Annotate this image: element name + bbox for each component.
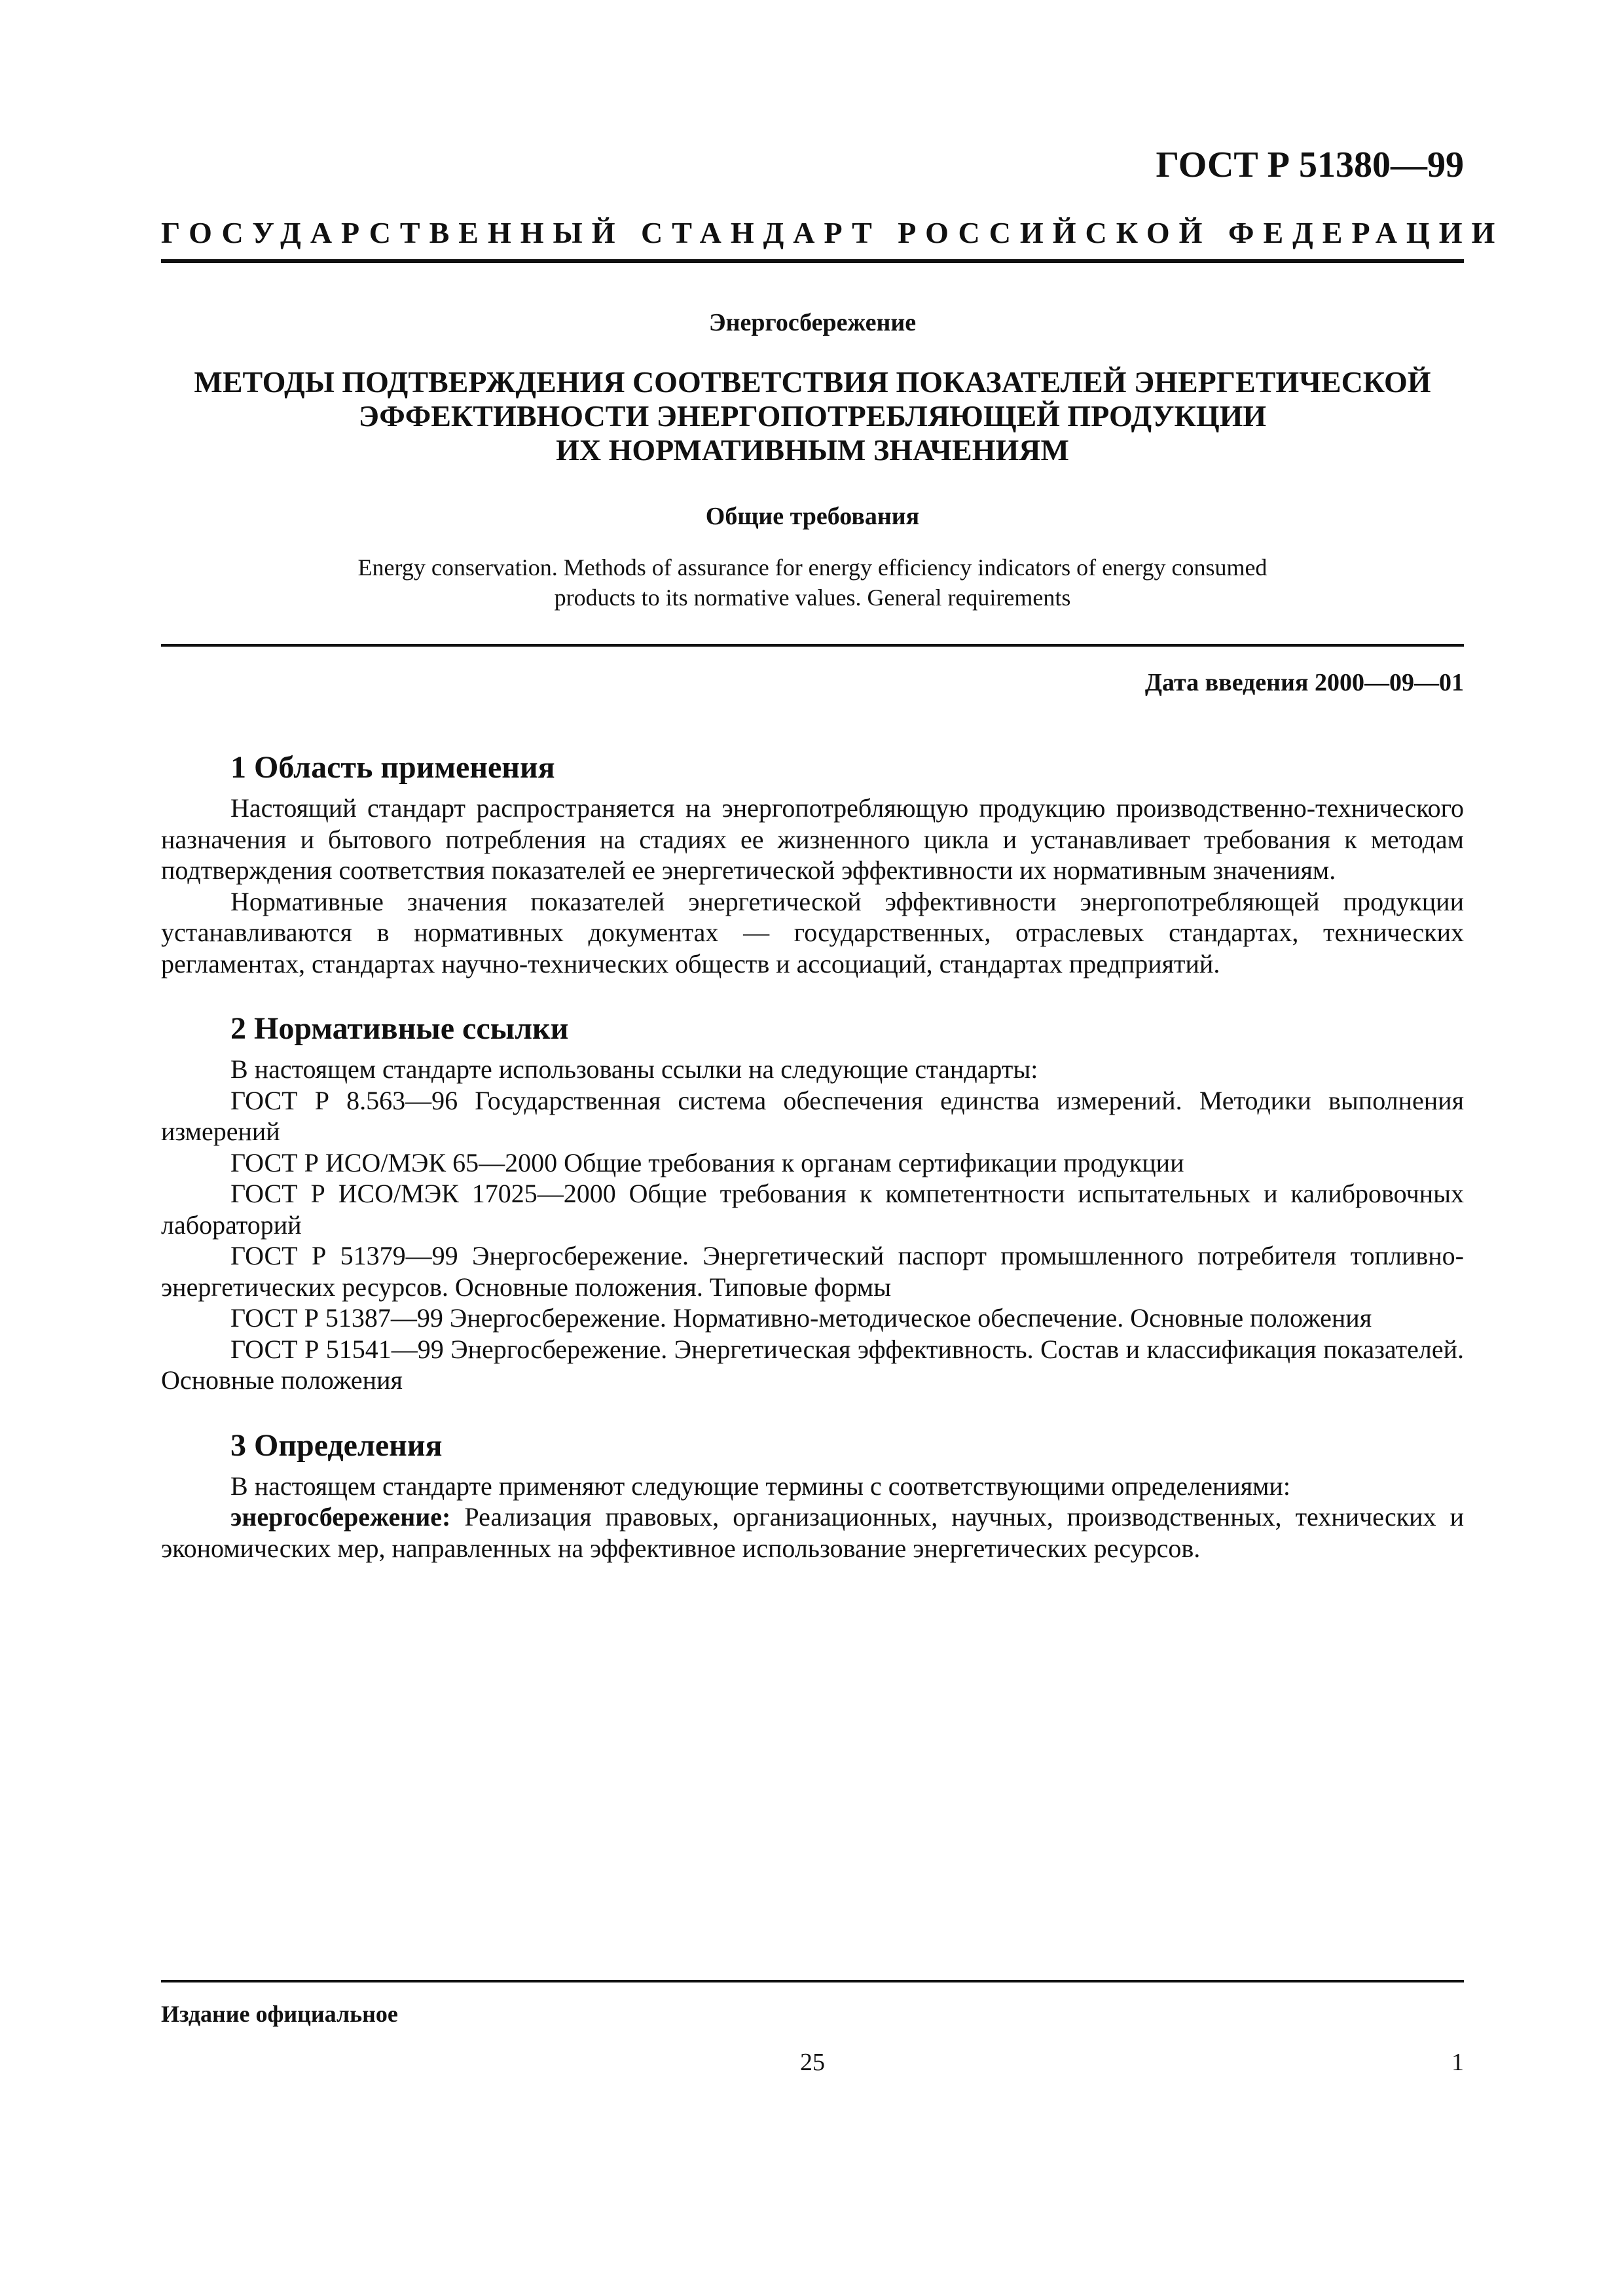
title-rule [161,644,1464,647]
section-spacer [161,979,1464,1011]
page-number-center: 25 [800,2049,825,2076]
title-line: МЕТОДЫ ПОДТВЕРЖДЕНИЯ СООТВЕТСТВИЯ ПОКАЗАТЕЛЕЙ ЭНЕРГЕТИЧЕСКОЙ [194,365,1431,399]
section-heading: 1 Область применения [230,750,555,785]
section-spacer [161,1396,1464,1427]
reference-item: ГОСТ Р 51379—99 Энергосбережение. Энергетический паспорт промышленного потребителя топливно-энергетических ресурсов. Основные положения. Типовые формы [161,1241,1464,1302]
paragraph: Настоящий стандарт распространяется на энергопотребляющую продукцию производственно-технического назначения и бытового потребления на стадиях ее жизненного цикла и устанавливает требования к методам подтверждения соответствия показателей ее энергетической эффективности их нормативным значениям. [161,793,1464,885]
english-title-line: products to its normative values. General requirements [554,584,1071,611]
paragraph: В настоящем стандарте применяют следующие термины с соответствующими определениями: [230,1471,1290,1501]
section-normative-references [161,1011,1464,1396]
definition-term: энергосбережение: [230,1502,451,1532]
english-title-line: Energy conservation. Methods of assurance for energy efficiency indicators of energy consumed [357,554,1267,581]
definition-text: Реализация правовых, организационных, научных, производственных, технических и экономических мер, направленных на эффективное использование энергетических ресурсов. [161,1502,1464,1563]
reference-item: ГОСТ Р ИСО/МЭК 65—2000 Общие требования к органам сертификации продукции [230,1147,1184,1177]
document-subtitle: Общие требования [705,503,920,530]
page-number: 1 [1451,2049,1464,2076]
title-line: ИХ НОРМАТИВНЫМ ЗНАЧЕНИЯМ [556,433,1069,467]
paragraph: В настоящем стандарте использованы ссылки на следующие стандарты: [230,1054,1038,1084]
edition-label: Издание официальное [161,2001,398,2027]
document-title [161,365,1464,467]
reference-item: ГОСТ Р 51387—99 Энергосбережение. Нормативно-методическое обеспечение. Основные положения [230,1303,1372,1333]
section-heading: 3 Определения [230,1427,443,1463]
reference-item: ГОСТ Р 8.563—96 Государственная система обеспечения единства измерений. Методики выполнения измерений [161,1085,1464,1146]
document-subject: Энергосбережение [708,309,917,336]
header-rule [161,259,1464,263]
english-title [161,552,1464,613]
title-line: ЭФФЕКТИВНОСТИ ЭНЕРГОПОТРЕБЛЯЮЩЕЙ ПРОДУКЦИИ [358,399,1267,433]
footer-rule [161,1980,1464,1982]
standard-code: ГОСТ Р 51380—99 [1156,145,1464,185]
reference-item: ГОСТ Р ИСО/МЭК 17025—2000 Общие требования к компетентности испытательных и калибровочных лабораторий [161,1179,1464,1240]
section-definitions [161,1427,1464,1564]
reference-item: ГОСТ Р 51541—99 Энергосбережение. Энергетическая эффективность. Состав и классификация показателей. Основные положения [161,1334,1464,1395]
state-standard-heading: ГОСУДАРСТВЕННЫЙ СТАНДАРТ РОССИЙСКОЙ ФЕДЕРАЦИИ [161,216,1504,249]
section-heading: 2 Нормативные ссылки [230,1011,569,1046]
section-scope [161,749,1464,979]
introduction-date: Дата введения 2000—09—01 [1144,669,1464,696]
paragraph: Нормативные значения показателей энергетической эффективности энергопотребляющей продукции устанавливаются в нормативных документах — государственных, отраслевых стандартах, технических регламентах, стандартах научно-технических обществ и ассоциаций, стандартах предприятий. [161,886,1464,978]
definition [161,1501,1464,1564]
document-body [161,749,1464,1564]
